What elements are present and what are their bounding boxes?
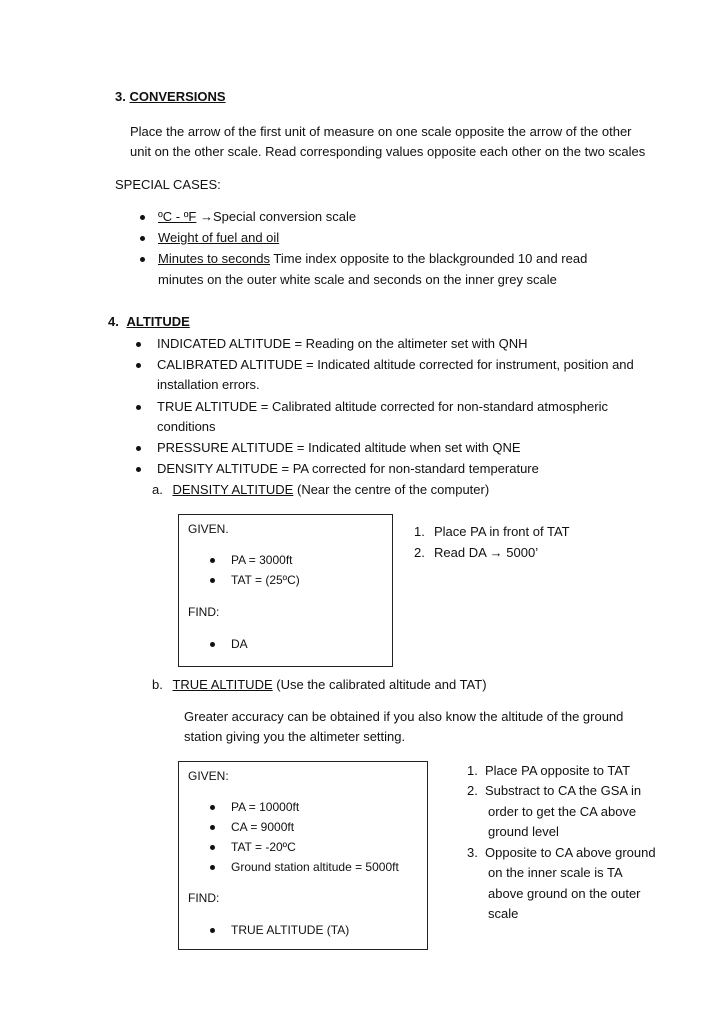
definition-item: CALIBRATED ALTITUDE = Indicated altitude corrected for instrument, position and [157, 357, 634, 372]
special-case-item: Weight of fuel and oil [158, 230, 280, 245]
step-number: 2. [414, 545, 425, 560]
step-text [434, 545, 538, 561]
special-case-item [158, 251, 587, 267]
section-number: 3. [115, 89, 126, 104]
step-text-label: Read DA [434, 545, 487, 560]
paragraph-line: unit on the other scale. Read corresponding values opposite each other on the two scales [130, 144, 646, 159]
paragraph-line: Greater accuracy can be obtained if you also know the altitude of the ground [184, 709, 624, 724]
arrow-right-icon: → [489, 545, 503, 560]
section-title: ALTITUDE [126, 314, 190, 329]
definition-item-line2: installation errors. [157, 377, 260, 392]
paragraph-line: Place the arrow of the first unit of measure on one scale opposite the arrow of the other [130, 124, 632, 139]
step-text: Opposite to CA above ground [485, 845, 656, 860]
bullet-icon [210, 825, 215, 830]
section-number: 4. [108, 314, 119, 329]
subsection-label: b. [152, 677, 163, 692]
section-title: CONVERSIONS [129, 89, 226, 104]
given-item: PA = 10000ft [231, 800, 300, 814]
step-text: Substract to CA the GSA in [485, 783, 642, 798]
case-desc: Special conversion scale [213, 209, 357, 224]
subsection-b-heading [152, 677, 487, 693]
case-label: Minutes to seconds [158, 251, 271, 266]
case-desc-line2: minutes on the outer white scale and seconds on the inner grey scale [158, 272, 557, 287]
bullet-icon [136, 342, 141, 347]
bullet-icon [210, 928, 215, 933]
section-4-heading [108, 314, 190, 330]
step-number: 3. [467, 845, 478, 860]
bullet-icon [210, 805, 215, 810]
subsection-note: (Near the centre of the computer) [296, 482, 490, 497]
step-number: 2. [467, 783, 478, 798]
bullet-icon [136, 446, 141, 451]
bullet-icon [136, 363, 141, 368]
arrow-right-icon: → [200, 209, 214, 224]
given-item: PA = 3000ft [231, 553, 293, 567]
step-number: 1. [467, 763, 478, 778]
given-item: TAT = (25ºC) [231, 573, 300, 587]
bullet-icon [140, 236, 145, 241]
section-3-heading [115, 89, 226, 105]
definition-item: PRESSURE ALTITUDE = Indicated altitude when set with QNE [157, 440, 521, 455]
bullet-icon [140, 257, 145, 262]
special-cases-label: SPECIAL CASES: [115, 177, 221, 192]
definition-item: DENSITY ALTITUDE = PA corrected for non-standard temperature [157, 461, 539, 476]
find-label: FIND: [188, 891, 220, 905]
step-text-line: above ground on the outer [488, 886, 641, 901]
subsection-label: a. [152, 482, 163, 497]
step-number: 1. [414, 524, 425, 539]
special-case-item [158, 209, 356, 225]
subsection-title: TRUE ALTITUDE [172, 677, 273, 692]
case-desc: Time index opposite to the blackgrounded 10 and read [273, 251, 588, 266]
bullet-icon [140, 215, 145, 220]
definition-item-line2: conditions [157, 419, 216, 434]
bullet-icon [210, 865, 215, 870]
step-text-line: order to get the CA above [488, 804, 637, 819]
definition-item: TRUE ALTITUDE = Calibrated altitude corrected for non-standard atmospheric [157, 399, 608, 414]
find-label: FIND: [188, 605, 220, 619]
given-item: Ground station altitude = 5000ft [231, 860, 399, 874]
bullet-icon [210, 558, 215, 563]
bullet-icon [210, 578, 215, 583]
find-item: TRUE ALTITUDE (TA) [231, 923, 350, 937]
paragraph-line: station giving you the altimeter setting. [184, 729, 406, 744]
step-text: Place PA opposite to TAT [485, 763, 631, 778]
bullet-icon [136, 405, 141, 410]
step-value: 5000’ [506, 545, 539, 560]
step-text-line: ground level [488, 824, 559, 839]
given-item: CA = 9000ft [231, 820, 295, 834]
bullet-icon [210, 845, 215, 850]
bullet-icon [136, 467, 141, 472]
find-item: DA [231, 637, 248, 651]
step-text: Place PA in front of TAT [434, 524, 570, 539]
given-label: GIVEN: [188, 769, 229, 783]
given-label: GIVEN. [188, 522, 229, 536]
given-item: TAT = -20ºC [231, 840, 296, 854]
case-label: ºC - ºF [158, 209, 197, 224]
step-text-line: scale [488, 906, 519, 921]
subsection-title: DENSITY ALTITUDE [172, 482, 294, 497]
bullet-icon [210, 642, 215, 647]
subsection-a-heading [152, 482, 489, 498]
subsection-note: (Use the calibrated altitude and TAT) [276, 677, 487, 692]
definition-item: INDICATED ALTITUDE = Reading on the altimeter set with QNH [157, 336, 528, 351]
step-text-line: on the inner scale is TA [488, 865, 623, 880]
